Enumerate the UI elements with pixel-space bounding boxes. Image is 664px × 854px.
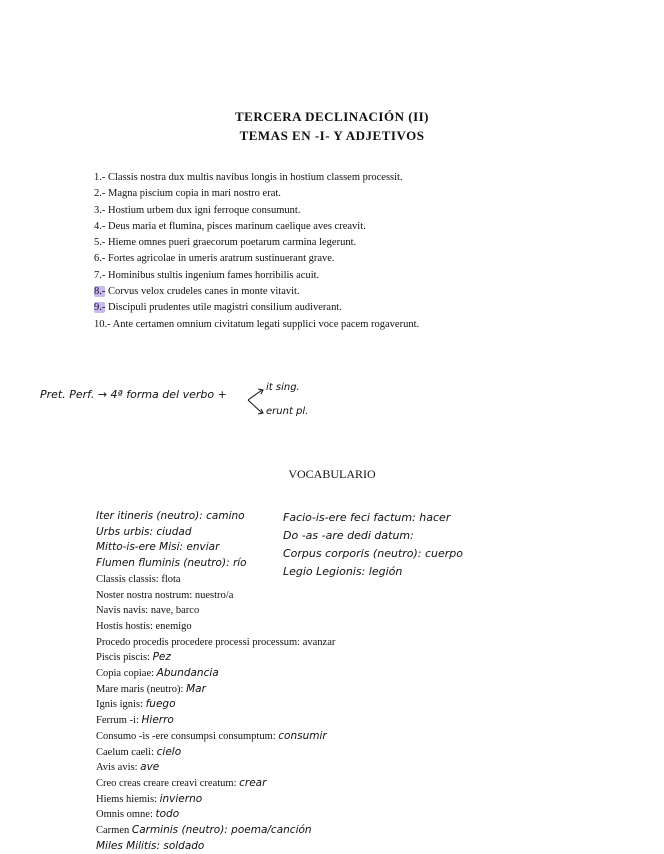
sentence-text: Magna piscium copia in mari nostro erat. xyxy=(108,188,281,200)
vocab-item: Mitto-is-ere Misi: enviar xyxy=(96,541,220,554)
vocab-item: Ignis ignis: fuego xyxy=(96,698,176,711)
sentence-number: 2.- xyxy=(94,188,106,200)
vocab-item: Classis classis: flota xyxy=(96,573,181,585)
sentence-number: 5.- xyxy=(94,237,106,249)
vocab-item: Facio-is-ere feci factum: hacer xyxy=(283,511,451,524)
page-subtitle: TEMAS EN -I- Y ADJETIVOS xyxy=(239,128,425,143)
note-branch-singular: it sing. xyxy=(266,382,300,393)
vocab-item: Hiems hiemis: invierno xyxy=(96,792,203,805)
vocab-item: Copia copiae: Abundancia xyxy=(96,667,219,680)
vocab-item: Ferrum -i: Hierro xyxy=(96,714,174,727)
vocab-item: Consumo -is -ere consumpsi consumptum: consumir xyxy=(96,729,327,742)
vocab-item: Iter itineris (neutro): camino xyxy=(96,510,245,522)
vocab-item: Miles Militis: soldado xyxy=(96,839,205,852)
vocabulary-heading: VOCABULARIO xyxy=(288,467,376,481)
vocab-item: Noster nostra nostrum: nuestro/a xyxy=(96,589,234,601)
sentence-text: Classis nostra dux multis navibus longis in hostium classem processit. xyxy=(108,172,403,183)
sentence-number: 6.- xyxy=(94,253,106,265)
vocab-item: Corpus corporis (neutro): cuerpo xyxy=(283,547,464,560)
page-title: TERCERA DECLINACIÓN (II) xyxy=(234,109,430,124)
vocab-item: Piscis piscis: Pez xyxy=(96,651,171,664)
sentence-text: Hieme omnes pueri graecorum poetarum carmina legerunt. xyxy=(108,237,357,249)
highlighted-number: 9.- xyxy=(94,302,106,314)
vocab-item: Avis avis: ave xyxy=(96,761,160,774)
vocab-item: Caelum caeli: cielo xyxy=(96,745,182,758)
vocab-item: Creo creas creare creavi creatum: crear xyxy=(96,776,267,789)
note-branch-plural: erunt pl. xyxy=(266,406,309,417)
handwritten-note: Pret. Perf. → 4ª forma del verbo + xyxy=(40,388,227,401)
highlighted-number: 8.- xyxy=(94,286,106,298)
sentence-text: Hostium urbem dux igni ferroque consumunt. xyxy=(108,204,301,216)
vocab-item: Omnis omne: todo xyxy=(96,808,180,821)
vocab-item: Navis navis: nave, barco xyxy=(96,605,200,617)
sentence-text: Corvus velox crudeles canes in monte vitavit. xyxy=(108,286,300,298)
vocab-item: Mare maris (neutro): Mar xyxy=(96,682,206,695)
sentence-text: Discipuli prudentes utile magistri consilium audiverant. xyxy=(108,302,342,314)
vocab-item: Flumen fluminis (neutro): río xyxy=(96,557,247,570)
vocab-item: Urbs urbis: ciudad xyxy=(96,525,192,538)
sentence-text: Hominibus stultis ingenium fames horribilis acuit. xyxy=(108,269,320,281)
vocab-item: Procedo procedis procedere processi processum: avanzar xyxy=(96,636,336,648)
vocab-item: Carmen Carminis (neutro): poema/canción xyxy=(96,824,312,837)
sentence-number: 1.- xyxy=(94,172,106,183)
vocab-item: Legio Legionis: legión xyxy=(283,565,403,578)
sentence-number: 10.- xyxy=(94,318,111,330)
sentence-text: Ante certamen omnium civitatum legati supplici voce pacem rogaverunt. xyxy=(112,318,420,330)
vocabulary-right-column xyxy=(283,509,463,581)
sentence-text: Deus maria et flumina, pisces marinum caelique aves creavit. xyxy=(108,220,366,232)
sentence-number: 7.- xyxy=(94,269,106,281)
vocab-item: Do -as -are dedi datum: xyxy=(283,529,414,542)
sentence-number: 4.- xyxy=(94,220,106,232)
vocab-item: Hostis hostis: enemigo xyxy=(96,620,192,632)
sentence-text: Fortes agricolae in umeris aratrum sustinuerant grave. xyxy=(108,253,335,265)
sentence-number: 3.- xyxy=(94,204,106,216)
